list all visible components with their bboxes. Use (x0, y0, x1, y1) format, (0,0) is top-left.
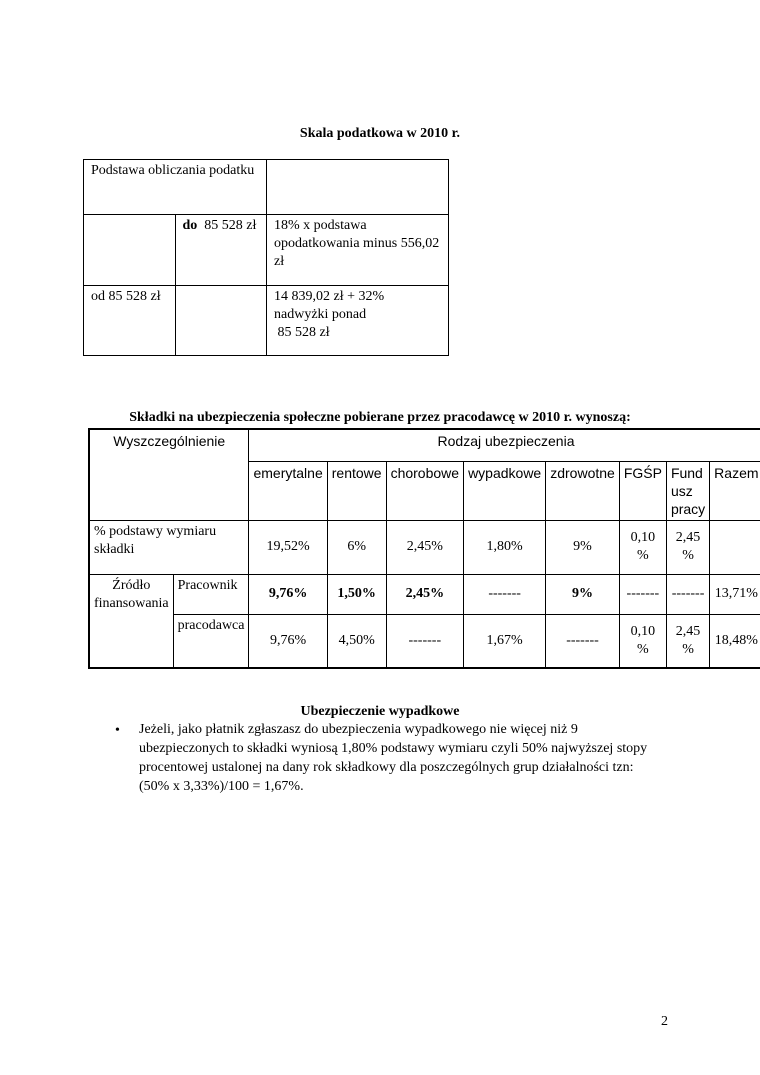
employer-value: 18,48% (710, 614, 760, 668)
tax-scale-title: Skala podatkowa w 2010 r. (299, 126, 461, 141)
employee-value: ------- (666, 574, 709, 614)
page-number: 2 (661, 1014, 668, 1029)
employer-value: 1,67% (464, 614, 546, 668)
col-header: chorobowe (386, 461, 464, 520)
tax-row2-empty (175, 286, 267, 356)
employer-value: 2,45 % (666, 614, 709, 668)
employer-label: pracodawca (173, 614, 249, 668)
base-value: 9% (546, 520, 620, 574)
tax-base-header: Podstawa obliczania podatku (84, 160, 267, 215)
accident-insurance-title: Ubezpieczenie wypadkowe (300, 704, 460, 719)
contributions-table (88, 428, 760, 669)
base-value (710, 520, 760, 574)
col-header: zdrowotne (546, 461, 620, 520)
tax-row2-from: od 85 528 zł (84, 286, 176, 356)
tax-empty-header (267, 160, 449, 215)
employer-value: 4,50% (327, 614, 386, 668)
employee-value: 13,71% (710, 574, 760, 614)
employer-value: ------- (386, 614, 464, 668)
employee-label: Pracownik (173, 574, 249, 614)
employer-value: 0,10 % (619, 614, 666, 668)
base-value: 0,10 % (619, 520, 666, 574)
tax-row2-formula-line1: 14 839,02 zł + 32% nadwyżki ponad (274, 289, 385, 322)
tax-row1-amount: 85 528 zł (204, 218, 257, 233)
accident-text: Jeżeli, jako płatnik zgłaszasz do ubezpieczenia wypadkowego nie więcej niż 9 ubezpieczonych to składki wyniosą 1,80% podstawy wymiaru czyli 50% najwyższej stopy procentowej ustalonej na dany rok składkowy dla poszczególnych grup działalności tzn: (139, 722, 648, 775)
tax-row2-formula (267, 286, 449, 356)
employee-value: 9% (546, 574, 620, 614)
employee-value: 9,76% (249, 574, 327, 614)
tax-row1-formula: 18% x podstawa opodatkowania minus 556,02 zł (267, 215, 449, 286)
employee-value: 2,45% (386, 574, 464, 614)
contributions-title: Składki na ubezpieczenia społeczne pobierane przez pracodawcę w 2010 r. wynoszą: (129, 410, 631, 425)
employee-value: ------- (464, 574, 546, 614)
tax-row2-formula-line2: 85 528 zł (274, 325, 330, 340)
base-label: % podstawy wymiaru składki (89, 520, 249, 574)
col-header: rentowe (327, 461, 386, 520)
tax-row1-do: do (182, 218, 198, 233)
col-header: FGŚP (619, 461, 666, 520)
col-header: Razem (710, 461, 760, 520)
col-header: Fund usz pracy (666, 461, 709, 520)
spec-header: Wyszczególnienie (89, 429, 249, 520)
col-header: wypadkowe (464, 461, 546, 520)
base-value: 2,45% (386, 520, 464, 574)
base-value: 19,52% (249, 520, 327, 574)
source-label: Źródło finansowania (89, 574, 173, 668)
employee-value: ------- (619, 574, 666, 614)
tax-row1-empty (84, 215, 176, 286)
accident-formula: (50% x 3,33%)/100 = 1,67%. (139, 779, 304, 794)
base-value: 2,45 % (666, 520, 709, 574)
accident-paragraph (139, 720, 669, 796)
employer-value: ------- (546, 614, 620, 668)
tax-row1-threshold (175, 215, 267, 286)
base-value: 6% (327, 520, 386, 574)
insurance-type-header: Rodzaj ubezpieczenia (249, 429, 760, 461)
col-header: emerytalne (249, 461, 327, 520)
employee-value: 1,50% (327, 574, 386, 614)
base-value: 1,80% (464, 520, 546, 574)
tax-scale-table (83, 159, 449, 356)
employer-value: 9,76% (249, 614, 327, 668)
bullet-marker: • (115, 723, 120, 738)
